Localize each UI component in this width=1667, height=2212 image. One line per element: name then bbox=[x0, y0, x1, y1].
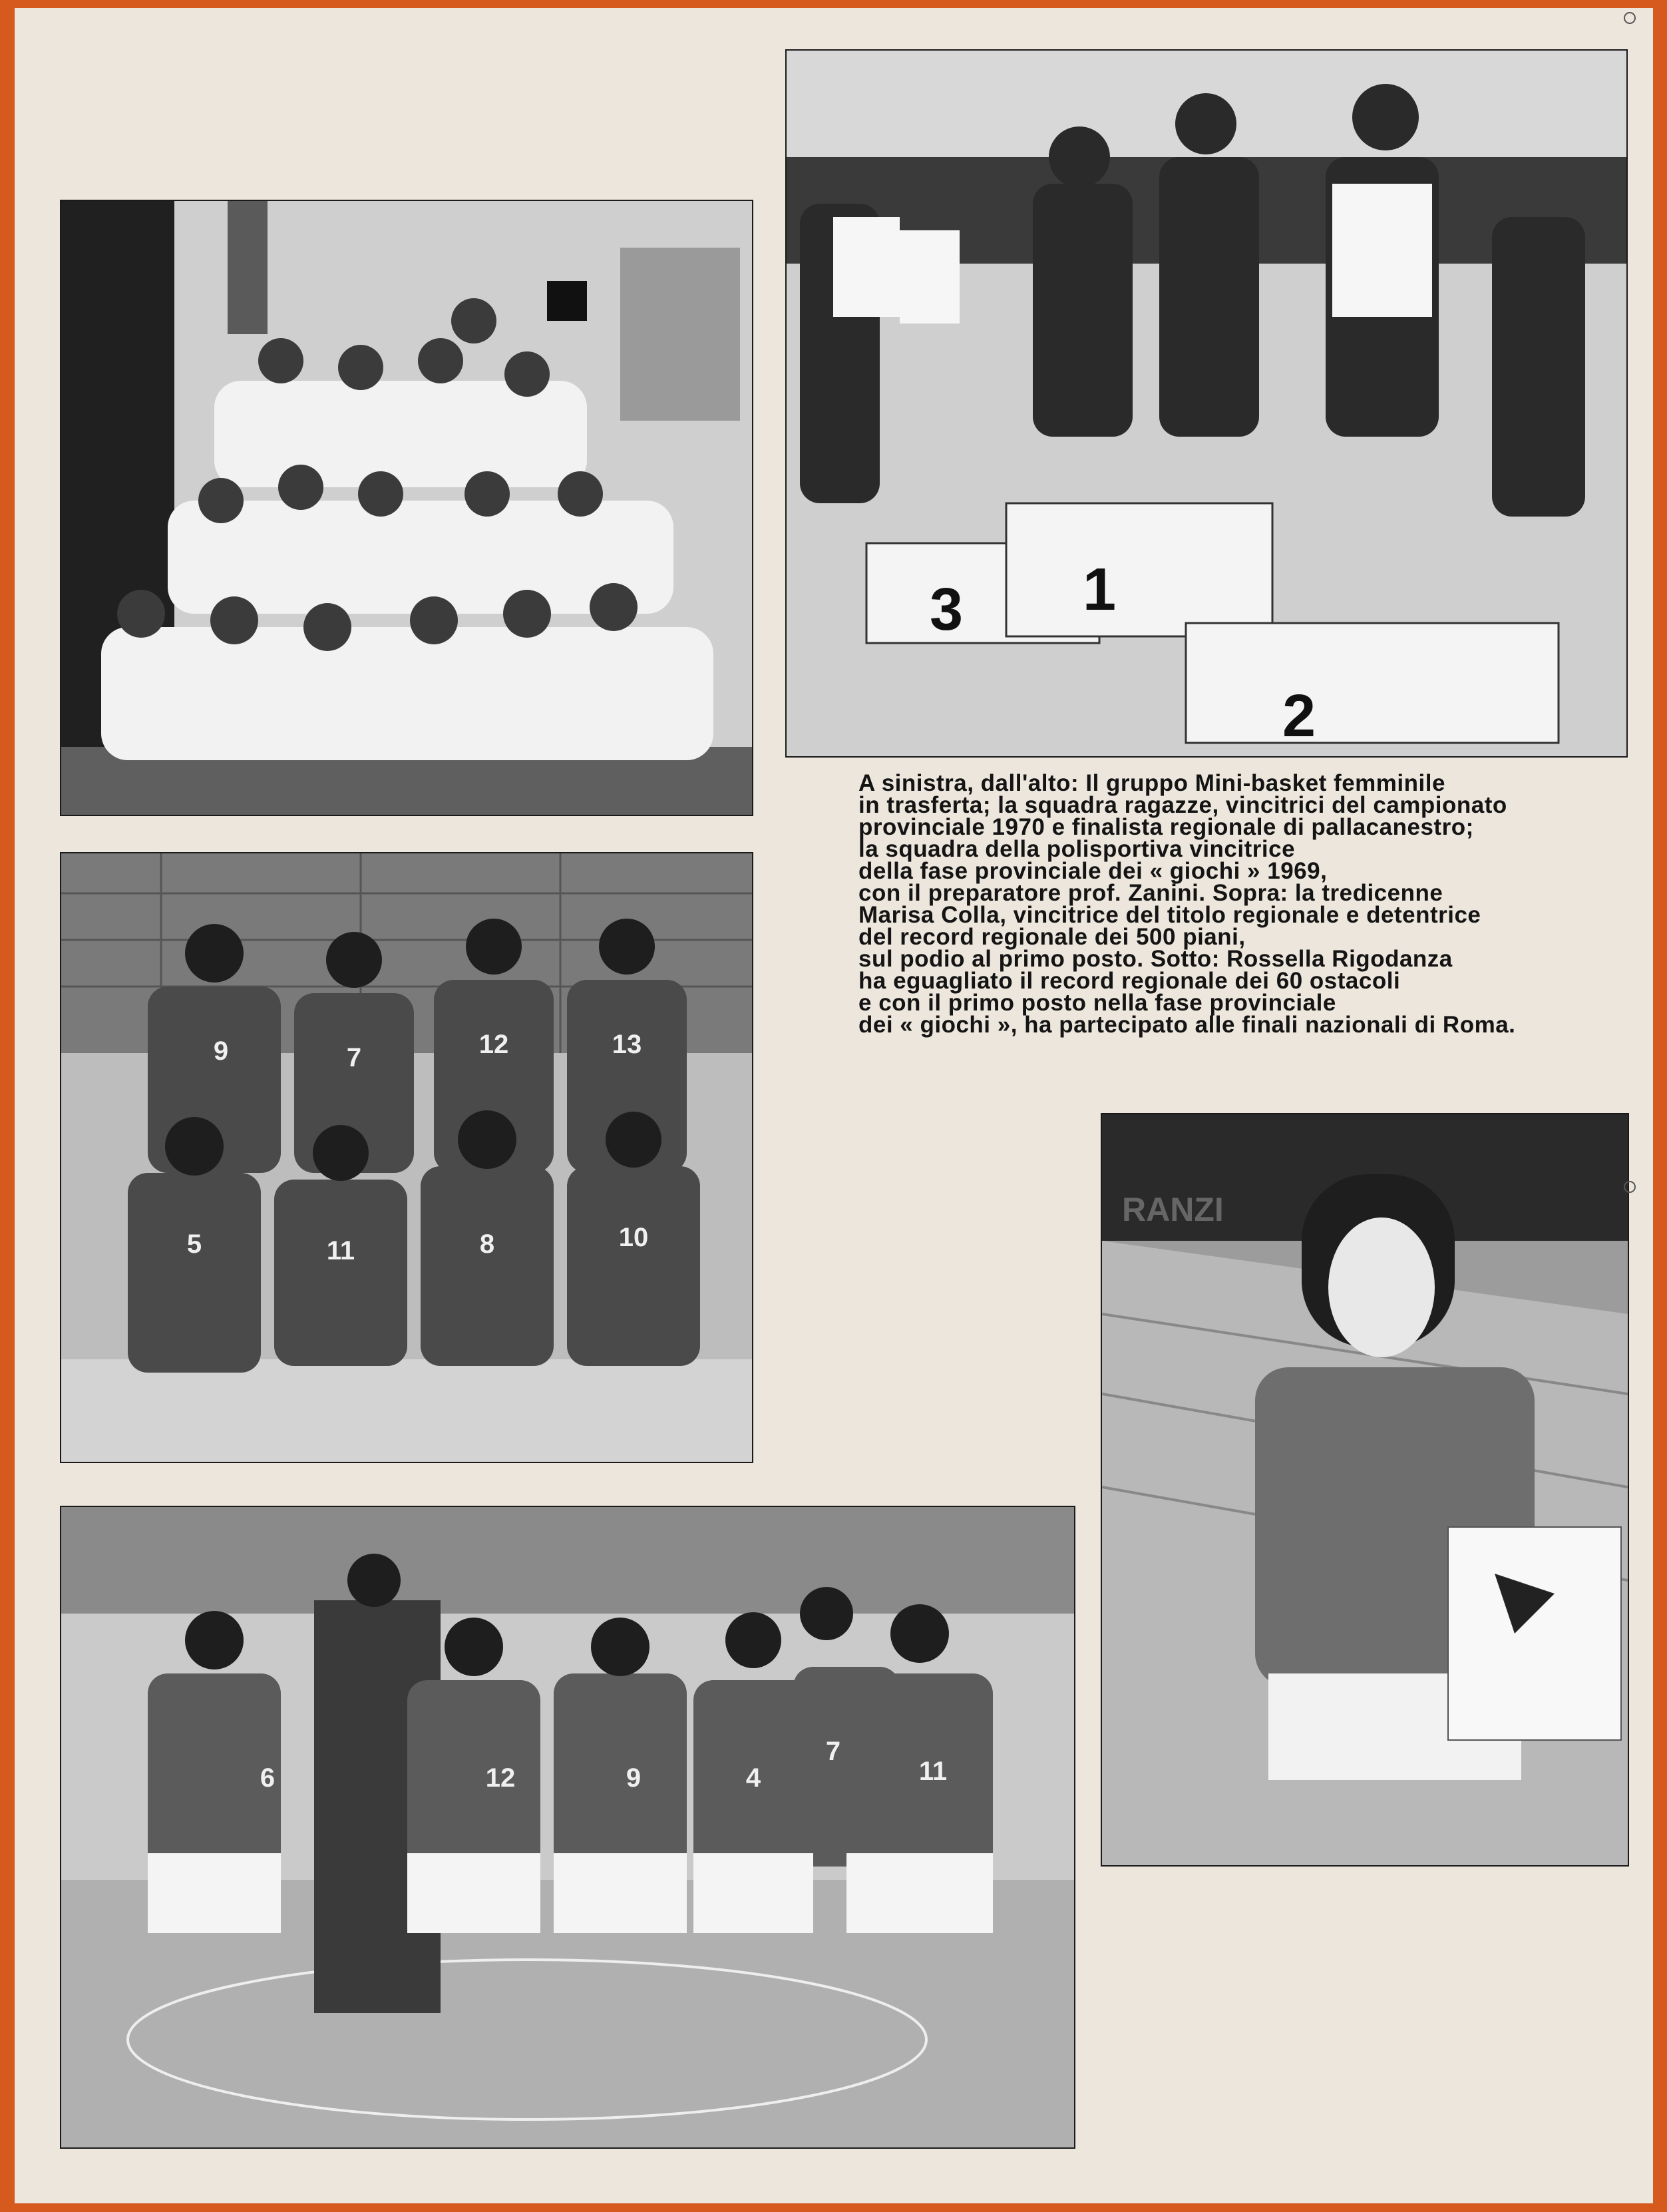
caption-line: e con il primo posto nella fase provinciale bbox=[858, 990, 1336, 1016]
jersey-number: 7 bbox=[825, 1737, 841, 1766]
caption-line: A sinistra, dall'alto: Il gruppo Mini-basket femminile bbox=[858, 770, 1445, 796]
jersey-number: 5 bbox=[186, 1229, 202, 1259]
podium-number-3: 3 bbox=[929, 576, 964, 643]
caption-line: con il preparatore prof. Zanini. Sopra: la tredicenne bbox=[858, 880, 1443, 906]
caption-line: provinciale 1970 e finalista regionale di pallacanestro; bbox=[858, 814, 1474, 840]
jersey-number: 11 bbox=[326, 1236, 355, 1265]
binder-hole bbox=[1624, 12, 1636, 24]
photo-podium bbox=[785, 49, 1628, 758]
photo-runner-portrait bbox=[1101, 1113, 1629, 1867]
podium-number-2: 2 bbox=[1282, 683, 1316, 750]
caption-line: in trasferta; la squadra ragazze, vincitrici del campionato bbox=[858, 792, 1507, 818]
jersey-number: 9 bbox=[626, 1763, 642, 1793]
caption-line: del record regionale dei 500 piani, bbox=[858, 924, 1246, 950]
photo-polisportiva-team bbox=[60, 1506, 1075, 2149]
wall-text: RANZI bbox=[1122, 1191, 1224, 1228]
jersey-number: 10 bbox=[618, 1223, 649, 1252]
jersey-number: 4 bbox=[745, 1763, 761, 1793]
caption-line: dei « giochi », ha partecipato alle finali nazionali di Roma. bbox=[858, 1012, 1516, 1038]
photo-caption bbox=[858, 772, 1590, 1036]
caption-line: della fase provinciale dei « giochi » 1969, bbox=[858, 858, 1328, 884]
caption-line: sul podio al primo posto. Sotto: Rossella Rigodanza bbox=[858, 946, 1453, 972]
magazine-page bbox=[15, 8, 1653, 2203]
jersey-number: 13 bbox=[612, 1030, 642, 1059]
jersey-number: 12 bbox=[478, 1030, 509, 1059]
binder-hole bbox=[1624, 1181, 1636, 1193]
podium-number-1: 1 bbox=[1082, 556, 1117, 623]
jersey-number: 11 bbox=[918, 1757, 948, 1786]
jersey-number: 9 bbox=[213, 1036, 229, 1066]
photo-minibasket-group bbox=[60, 200, 753, 816]
caption-line: Marisa Colla, vincitrice del titolo regionale e detentrice bbox=[858, 902, 1481, 928]
caption-line: la squadra della polisportiva vincitrice bbox=[858, 836, 1296, 862]
jersey-number: 12 bbox=[485, 1763, 516, 1793]
photo-girls-basket-team bbox=[60, 852, 753, 1463]
jersey-number: 8 bbox=[479, 1229, 495, 1259]
jersey-number: 7 bbox=[346, 1043, 362, 1072]
jersey-number: 6 bbox=[260, 1763, 276, 1793]
caption-line: ha eguagliato il record regionale dei 60 ostacoli bbox=[858, 968, 1401, 994]
